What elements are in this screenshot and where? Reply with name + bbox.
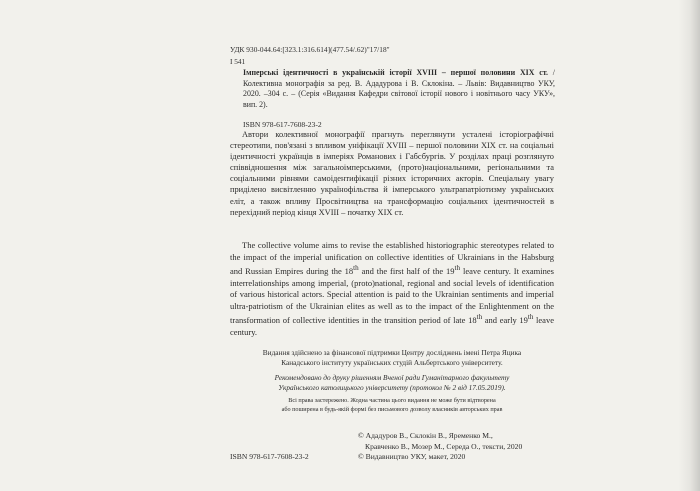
abstract-en-part: leave century.	[230, 315, 554, 337]
copyright-lines	[358, 431, 558, 463]
abstract-ukrainian: Автори колективної монографії прагнуть переглянути усталені історіографічні стереотипи, пов'язані з впливом уніфікації XVIII – першої половини XIX ст. на соціальні ідентичності українців в імперіях Романових і Габсбургів. У розділах праці розглянуто співвідношення між загальноімперськими, (прото)національними, регіональними та соціальними рівнями самоідентифікації різних історичних акторів. Спеціальну увагу приділено висвітленню українофільства й імперського ультрапатріотизму українських еліт, а також впливу Просвітництва на трансформацію соціальних ідентичностей в перехідний період кінця XVIII – початку XIX ст.	[230, 130, 554, 217]
shelf-mark: І 541	[230, 57, 246, 66]
abstract-en-part: leave century. It examines interrelationships among imperial, (proto)national, regional and social levels of identification of various historical actors. Special attention is paid to the Ukrainian sentiments and imperial ultra-patriotism of the Ukrainian elites as well as to the impact of the Enlightenment on the transformation of collective identities in the transition period of late 18	[230, 266, 554, 326]
bibliographic-record	[243, 68, 555, 110]
ordinal-suffix: th	[353, 264, 359, 273]
isbn-top: ISBN 978-617-7608-23-2	[243, 120, 322, 129]
funding-note	[224, 348, 560, 368]
abstract-en-part: The collective volume aims to revise the established historiographic stereotypes related to the impact of the imperial unification on collective identities of Ukrainians in the Habsburg and Russian Empires during the 18	[230, 240, 554, 277]
recommendation-line: Українського католицького університету (протокол № 2 від 17.05.2019).	[278, 383, 506, 392]
copyright-line: Кравченко В., Мозер М., Середа О., тексти, 2020	[365, 441, 523, 451]
ordinal-suffix: th	[454, 264, 461, 273]
copyright-line: © Ададуров В., Склокін В., Яременко М.,	[358, 431, 493, 440]
funding-line: Видання здійснено за фінансової підтримки Центру досліджень імені Петра Яцика	[262, 348, 522, 357]
recommendation-line: Рекомендовано до друку рішенням Вченої ради Гуманітарного факультету	[274, 373, 510, 382]
abstract-en-part: and the first half of the 19	[358, 266, 455, 277]
isbn-bottom: ISBN 978-617-7608-23-2	[230, 452, 309, 461]
page-edge-shadow	[678, 0, 700, 491]
abstract-en-part: and early 19	[482, 315, 528, 326]
rights-notice	[224, 397, 560, 414]
ordinal-suffix: th	[527, 313, 534, 322]
funding-line: Канадського інституту українських студій Альбертського університету.	[281, 358, 503, 367]
rights-line: або поширена в будь-якій формі без письмового дозволу власників авторських прав	[281, 405, 503, 413]
book-title: Імперські ідентичності в українській історії XVIII – першої половини XIX ст.	[243, 68, 548, 77]
copyright-line: © Видавництво УКУ, макет, 2020	[358, 452, 466, 462]
ordinal-suffix: th	[476, 313, 483, 322]
rights-line: Всі права застережено. Жодна частина цього видання не може бути відтворена	[288, 397, 496, 404]
abstract-english	[230, 240, 554, 338]
recommendation-note	[224, 373, 560, 393]
udc-code: УДК 930-044.64:[323.1:316.614](477.54/.62)"17/18"	[230, 45, 390, 54]
publication-notes	[224, 348, 560, 414]
book-details: / Колективна монографія за ред. В. Ададурова і В. Склокіна. – Львів: Видавництво УКУ, 2020. –304 с. – (Серія «Видання Кафедри світової історії нового і новітнього часу УКУ», вип. 2).	[243, 68, 556, 109]
